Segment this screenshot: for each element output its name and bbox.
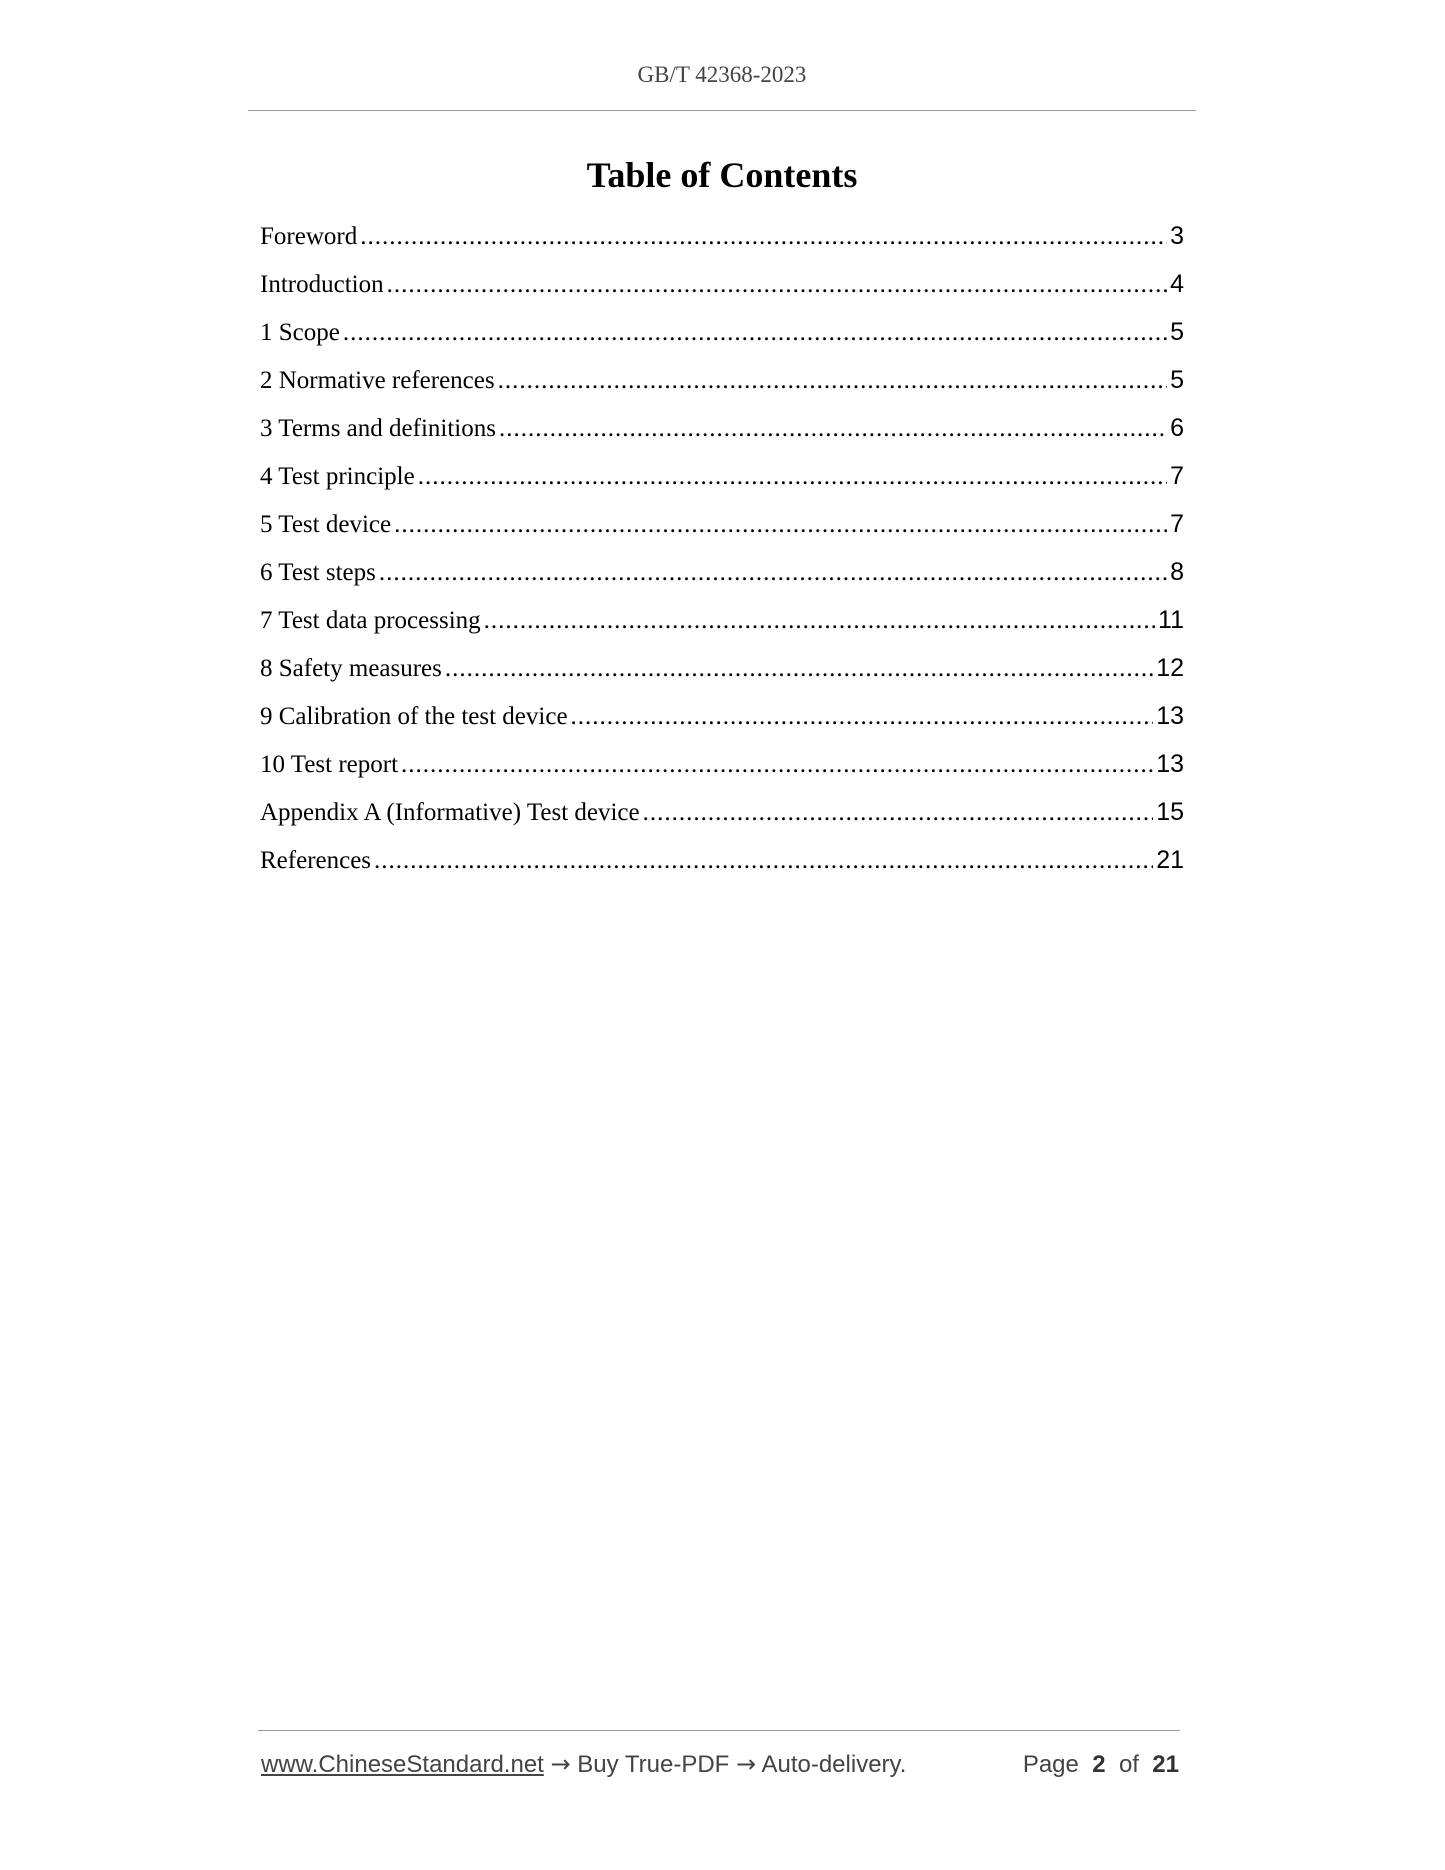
- toc-entry-label: 8 Safety measures: [260, 655, 442, 682]
- toc-entry-test-principle[interactable]: [260, 462, 1184, 510]
- toc-entry-label: Introduction: [260, 271, 384, 298]
- toc-entry-normative-references[interactable]: [260, 366, 1184, 414]
- toc-leader-dots: [498, 367, 1167, 395]
- footer-promo: [261, 1750, 906, 1779]
- toc-entry-label: References: [260, 847, 372, 874]
- toc-entry-page: 3: [1170, 222, 1184, 250]
- toc-entry-label: 10 Test report: [260, 751, 399, 778]
- toc-leader-dots: [379, 559, 1167, 587]
- current-page-number: 2: [1092, 1751, 1106, 1778]
- toc-entry-page: 5: [1170, 366, 1184, 394]
- toc-title: Table of Contents: [586, 155, 858, 195]
- toc-entry-appendix-a[interactable]: [260, 798, 1184, 846]
- arrow-right-icon: →: [736, 1750, 757, 1778]
- toc-leader-dots: [374, 847, 1153, 875]
- page-word: Page: [1022, 1751, 1079, 1778]
- site-link[interactable]: www.ChineseStandard.net: [261, 1751, 544, 1778]
- toc-entry-safety-measures[interactable]: [260, 654, 1184, 702]
- toc-leader-dots: [499, 415, 1167, 443]
- toc-entry-page: 15: [1156, 798, 1184, 826]
- toc-leader-dots: [360, 223, 1167, 251]
- toc-entry-label: Foreword: [260, 223, 358, 250]
- toc-entry-page: 7: [1170, 510, 1184, 538]
- toc-entry-label: Appendix A (Informative) Test device: [260, 799, 640, 826]
- toc-leader-dots: [401, 751, 1153, 779]
- toc-entry-label: 7 Test data processing: [260, 607, 481, 634]
- toc-entry-page: 4: [1170, 270, 1184, 298]
- toc-entry-foreword[interactable]: [260, 222, 1184, 270]
- buy-text: Buy True-PDF: [577, 1751, 730, 1778]
- arrow-right-icon: →: [550, 1750, 571, 1778]
- toc-leader-dots: [445, 655, 1153, 683]
- toc-entry-label: 2 Normative references: [260, 367, 495, 394]
- toc-entry-page: 7: [1170, 462, 1184, 490]
- toc-entry-calibration[interactable]: [260, 702, 1184, 750]
- page-footer: [261, 1750, 1179, 1779]
- toc-leader-dots: [343, 319, 1167, 347]
- toc-entry-terms-and-definitions[interactable]: [260, 414, 1184, 462]
- toc-leader-dots: [394, 511, 1167, 539]
- total-pages-number: 21: [1152, 1751, 1179, 1778]
- toc-entry-test-device[interactable]: [260, 510, 1184, 558]
- toc-entry-page: 11: [1158, 606, 1184, 634]
- delivery-text: Auto-delivery.: [761, 1751, 907, 1778]
- toc-entry-label: 9 Calibration of the test device: [260, 703, 568, 730]
- toc-entry-page: 6: [1170, 414, 1184, 442]
- toc-entry-page: 8: [1170, 558, 1184, 586]
- toc-entry-introduction[interactable]: [260, 270, 1184, 318]
- toc-entry-page: 21: [1156, 846, 1184, 874]
- of-word: of: [1118, 1751, 1139, 1778]
- toc-list: [260, 222, 1184, 894]
- toc-leader-dots: [643, 799, 1154, 827]
- toc-entry-label: 5 Test device: [260, 511, 392, 538]
- toc-entry-label: 6 Test steps: [260, 559, 376, 586]
- toc-entry-page: 12: [1156, 654, 1184, 682]
- toc-entry-page: 13: [1156, 702, 1184, 730]
- header-divider: [248, 110, 1196, 111]
- toc-leader-dots: [418, 463, 1167, 491]
- toc-entry-label: 1 Scope: [260, 319, 340, 346]
- footer-divider: [258, 1730, 1180, 1731]
- toc-leader-dots: [387, 271, 1168, 299]
- toc-leader-dots: [484, 607, 1155, 635]
- toc-entry-scope[interactable]: [260, 318, 1184, 366]
- toc-entry-test-steps[interactable]: [260, 558, 1184, 606]
- running-header: GB/T 42368-2023: [637, 62, 807, 87]
- toc-entry-test-data-processing[interactable]: [260, 606, 1184, 654]
- page-counter: [1023, 1751, 1179, 1779]
- toc-entry-page: 5: [1170, 318, 1184, 346]
- toc-entry-page: 13: [1156, 750, 1184, 778]
- toc-leader-dots: [571, 703, 1154, 731]
- toc-entry-test-report[interactable]: [260, 750, 1184, 798]
- toc-entry-label: 4 Test principle: [260, 463, 415, 490]
- toc-entry-references[interactable]: [260, 846, 1184, 894]
- toc-entry-label: 3 Terms and definitions: [260, 415, 496, 442]
